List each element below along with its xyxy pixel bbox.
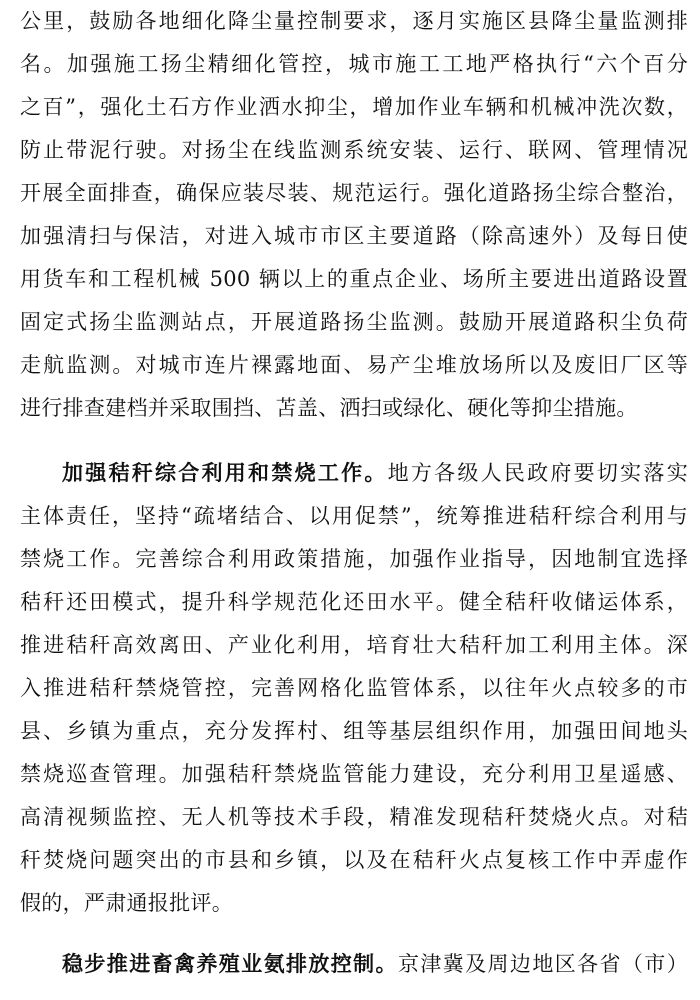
text-line: 进行排查建档并采取围挡、苫盖、洒扫或绿化、硬化等抑尘措施。 <box>20 396 638 420</box>
text-line: 用货车和工程机械 500 辆以上的重点企业、场所主要进出道路设置 <box>20 267 688 291</box>
text-line: 秸秆还田模式，提升科学规范化还田水平。健全秸秆收储运体系， <box>20 590 688 614</box>
text-line: 加强清扫与保洁，对进入城市市区主要道路（除高速外）及每日使 <box>20 224 688 248</box>
paragraph-heading: 加强秸秆综合利用和禁烧工作。 <box>62 461 388 485</box>
text-line: 公里，鼓励各地细化降尘量控制要求，逐月实施区县降尘量监测排 <box>20 9 688 33</box>
text-line: 秆焚烧问题突出的市县和乡镇，以及在秸秆火点复核工作中弄虚作 <box>20 848 688 872</box>
text-line: 禁烧巡查管理。加强秸秆禁烧监管能力建设，充分利用卫星遥感、 <box>20 762 688 786</box>
text-line: 推进秸秆高效离田、产业化利用，培育壮大秸秆加工利用主体。深 <box>20 633 688 657</box>
text-line: 走航监测。对城市连片裸露地面、易产尘堆放场所以及废旧厂区等 <box>20 353 688 377</box>
text-line: 之百”，强化土石方作业洒水抑尘，增加作业车辆和机械冲洗次数， <box>20 95 688 119</box>
text-line: 主体责任，坚持“疏堵结合、以用促禁”，统筹推进秸秆综合利用与 <box>20 504 688 528</box>
paragraph-straw-burning <box>20 452 688 925</box>
text-run: 地方各级人民政府要切实落实 <box>387 461 688 485</box>
text-line: 名。加强施工扬尘精细化管控，城市施工工地严格执行“六个百分 <box>20 52 688 76</box>
text-line: 入推进秸秆禁烧管控，完善网格化监管体系，以往年火点较多的市 <box>20 676 688 700</box>
paragraph-heading: 稳步推进畜禽养殖业氨排放控制。 <box>62 952 398 976</box>
text-run: 京津冀及周边地区各省（市） <box>397 952 689 976</box>
text-line: 高清视频监控、无人机等技术手段，精准发现秸秆焚烧火点。对秸 <box>20 805 688 829</box>
text-line: 开展全面排查，确保应装尽装、规范运行。强化道路扬尘综合整治， <box>20 181 688 205</box>
paragraph-first-line <box>20 452 688 495</box>
text-line: 禁烧工作。完善综合利用政策措施，加强作业指导，因地制宜选择 <box>20 547 688 571</box>
text-line: 防止带泥行驶。对扬尘在线监测系统安装、运行、联网、管理情况 <box>20 138 688 162</box>
text-line: 假的，严肃通报批评。 <box>20 891 233 915</box>
text-line: 县、乡镇为重点，充分发挥村、组等基层组织作用，加强田间地头 <box>20 719 688 743</box>
paragraph-first-line <box>20 943 688 986</box>
paragraph-ammonia-control <box>20 943 688 986</box>
text-line: 固定式扬尘监测站点，开展道路扬尘监测。鼓励开展道路积尘负荷 <box>20 310 688 334</box>
paragraph-dust-control <box>20 0 688 430</box>
